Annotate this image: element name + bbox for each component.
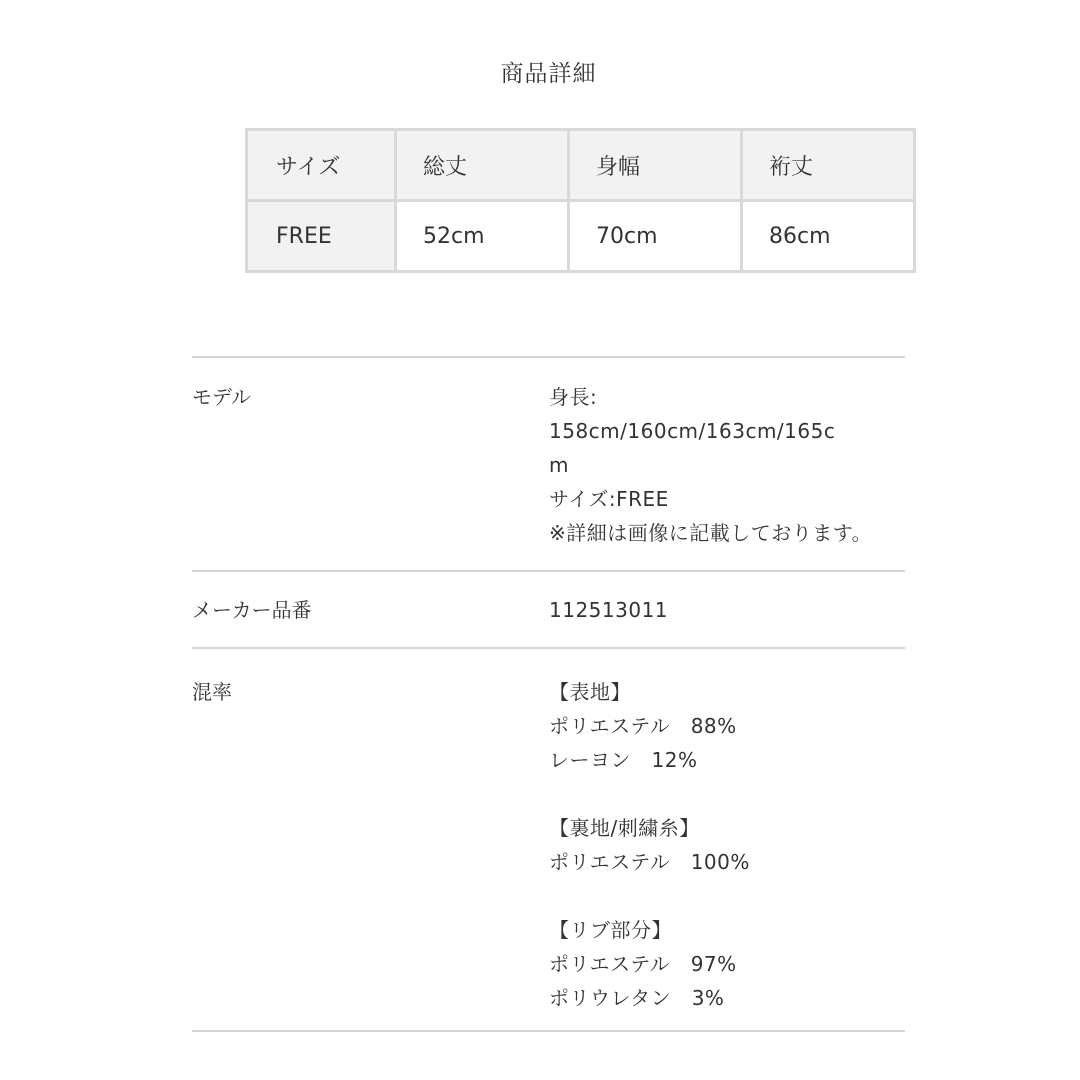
size-table-header-size: サイズ	[247, 130, 396, 201]
spec-value-model	[549, 358, 905, 570]
composition-line: レーヨン 12%	[549, 748, 698, 772]
size-table-row	[247, 201, 915, 272]
composition-line: ポリウレタン 3%	[549, 986, 725, 1010]
composition-line: ポリエステル 97%	[549, 952, 737, 976]
spec-row-composition	[192, 647, 905, 1032]
model-line: 158cm/160cm/163cm/165c	[549, 419, 836, 443]
model-line: 身長:	[549, 385, 598, 409]
spec-value-composition	[549, 649, 905, 1030]
composition-spacer	[549, 777, 905, 811]
size-table-header-row	[247, 130, 915, 201]
model-line: m	[549, 453, 569, 477]
model-line: ※詳細は画像に記載しております。	[549, 521, 873, 545]
composition-line: ポリエステル 100%	[549, 850, 750, 874]
spec-label-composition: 混率	[192, 680, 232, 704]
size-table-header-length: 総丈	[396, 130, 569, 201]
spec-list	[192, 356, 905, 1032]
size-table-cell-length: 52cm	[396, 201, 569, 272]
composition-group-heading: 【裏地/刺繍糸】	[549, 816, 700, 840]
size-table-header-sleeve: 裄丈	[742, 130, 915, 201]
size-table-header-width: 身幅	[569, 130, 742, 201]
composition-line: ポリエステル 88%	[549, 714, 737, 738]
spec-value-maker-number: 112513011	[549, 598, 669, 622]
size-table	[245, 128, 916, 273]
model-line: サイズ:FREE	[549, 487, 669, 511]
spec-row-model	[192, 356, 905, 570]
composition-group-heading: 【リブ部分】	[549, 918, 672, 942]
page-title: 商品詳細	[500, 61, 597, 87]
spec-label-maker-number: メーカー品番	[192, 598, 312, 622]
composition-spacer	[549, 879, 905, 913]
spec-label-model: モデル	[192, 385, 251, 409]
composition-group-heading: 【表地】	[549, 680, 631, 704]
size-table-cell-width: 70cm	[569, 201, 742, 272]
size-table-cell-sleeve: 86cm	[742, 201, 915, 272]
size-table-cell-size: FREE	[247, 201, 396, 272]
spec-row-maker-number	[192, 570, 905, 647]
